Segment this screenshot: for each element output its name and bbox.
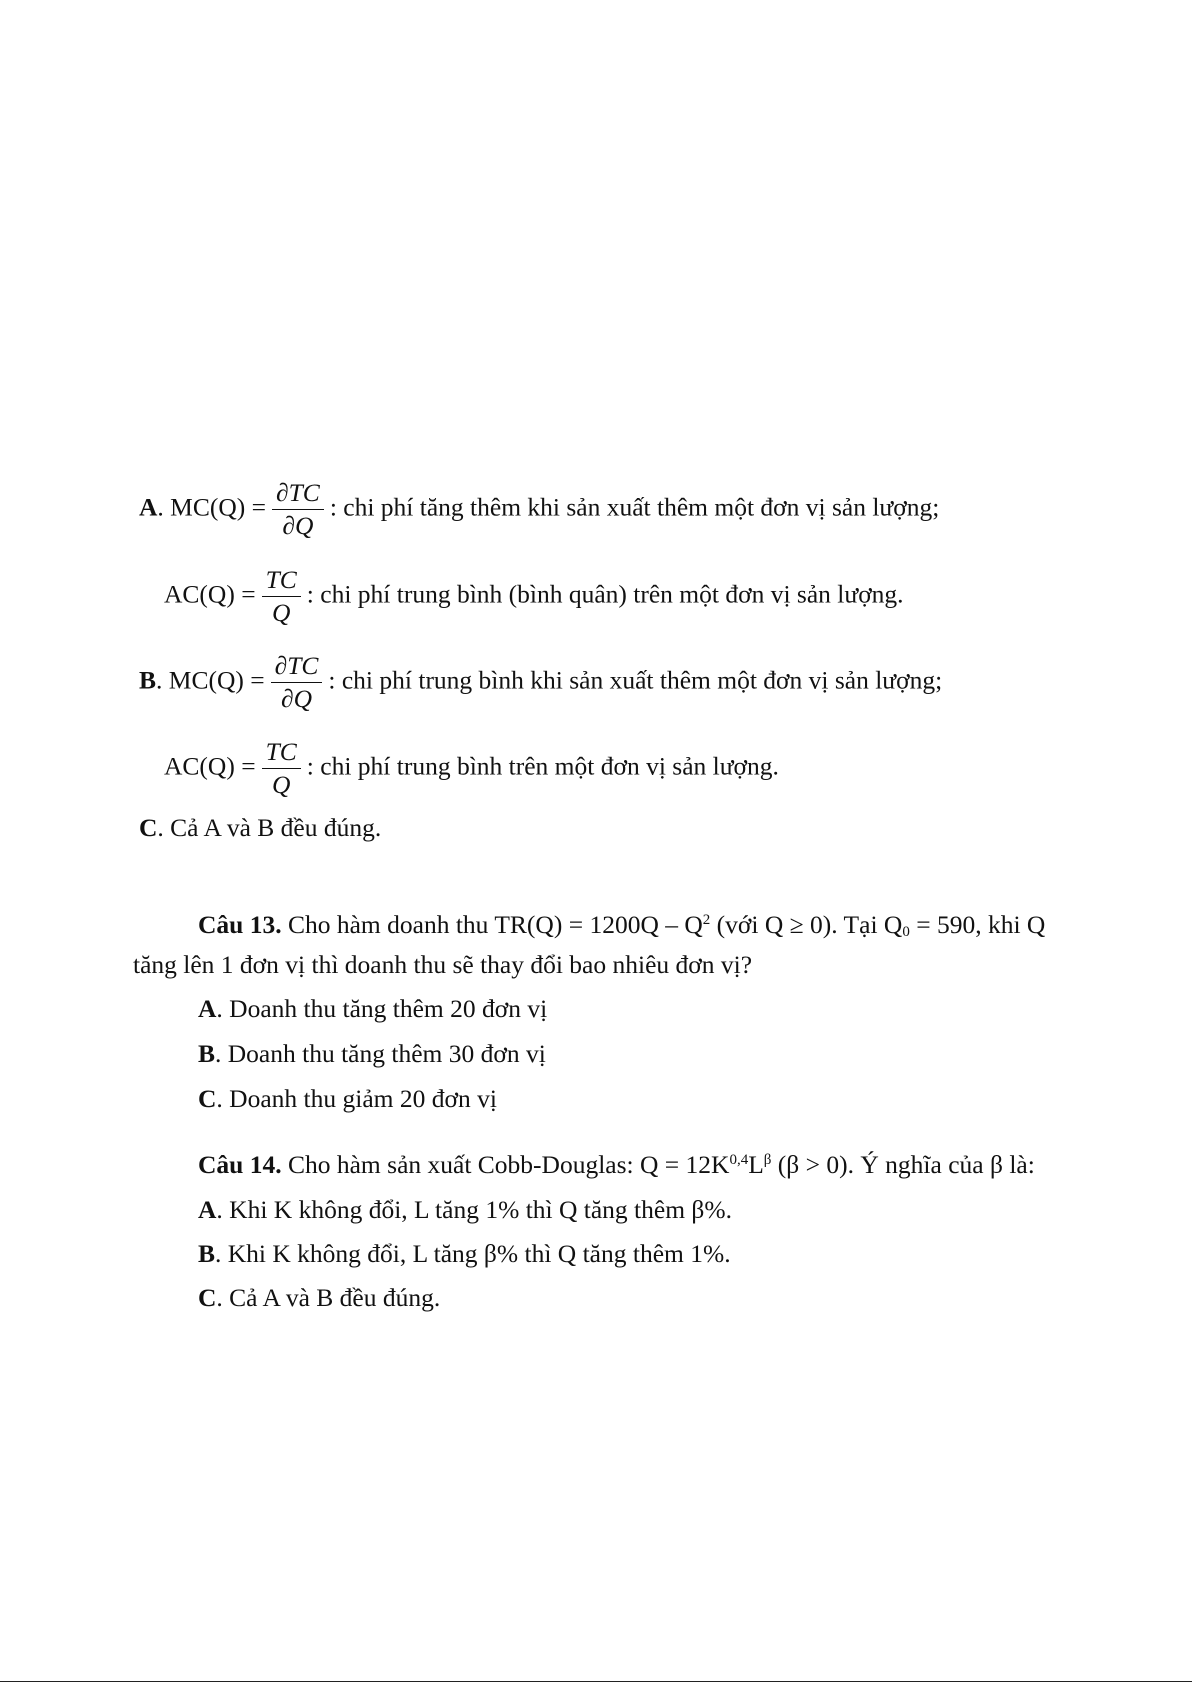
option-label: C <box>139 813 158 842</box>
stem-part: (với Q ≥ 0). Tại Q <box>710 910 903 939</box>
question-13-stem <box>198 910 1045 940</box>
superscript: 0,4 <box>729 1152 749 1168</box>
stem-part: (β > 0). Ý nghĩa của β là: <box>771 1150 1035 1179</box>
option-text: . Cả A và B đều đúng. <box>157 813 382 842</box>
fraction-numerator: TC <box>262 565 301 597</box>
question-14-option-a <box>198 1195 732 1225</box>
ac-formula-prefix: AC(Q) = <box>164 579 256 609</box>
ac-description: : chi phí trung bình trên một đơn vị sản lượng. <box>306 751 779 781</box>
mc-description: : chi phí trung bình khi sản xuất thêm một đơn vị sản lượng; <box>328 665 943 695</box>
subscript: 0 <box>902 924 910 940</box>
fraction-denominator: ∂Q <box>280 684 313 713</box>
prev-option-c <box>139 813 381 843</box>
option-text: . Khi K không đổi, L tăng 1% thì Q tăng thêm β%. <box>216 1195 733 1224</box>
prev-option-b-mc <box>139 651 942 714</box>
stem-part: L <box>748 1150 764 1179</box>
option-label: C <box>198 1283 217 1312</box>
question-13-option-a <box>198 994 547 1024</box>
question-13-option-c <box>198 1084 497 1114</box>
option-label: B <box>198 1239 216 1268</box>
question-number: Câu 14. <box>198 1150 282 1179</box>
option-label: A <box>198 994 217 1023</box>
option-text: . Doanh thu giảm 20 đơn vị <box>216 1084 497 1113</box>
question-14-option-c <box>198 1283 440 1313</box>
option-label: B <box>139 665 157 695</box>
option-text: . Khi K không đổi, L tăng β% thì Q tăng thêm 1%. <box>215 1239 731 1268</box>
mc-formula-prefix: . MC(Q) = <box>157 492 267 522</box>
average-fraction <box>262 737 301 800</box>
derivative-fraction <box>272 478 324 541</box>
prev-option-a-ac <box>164 565 904 628</box>
option-label: A <box>139 492 158 522</box>
fraction-numerator: TC <box>262 737 301 769</box>
fraction-numerator: ∂TC <box>271 651 323 683</box>
prev-option-a-mc <box>139 478 939 541</box>
question-13-stem-line-2: tăng lên 1 đơn vị thì doanh thu sẽ thay đổi bao nhiêu đơn vị? <box>133 950 753 979</box>
stem-part: Cho hàm sản xuất Cobb-Douglas: Q = 12K <box>281 1150 730 1179</box>
question-13-option-b <box>198 1039 546 1069</box>
option-label: B <box>198 1039 216 1068</box>
option-text: . Cả A và B đều đúng. <box>216 1283 441 1312</box>
stem-part: Cho hàm doanh thu TR(Q) = 1200Q – Q <box>281 910 703 939</box>
stem-part: = 590, khi Q <box>909 910 1046 939</box>
option-text: . Doanh thu tăng thêm 20 đơn vị <box>216 994 548 1023</box>
fraction-numerator: ∂TC <box>272 478 324 510</box>
option-label: A <box>198 1195 217 1224</box>
prev-option-b-ac <box>164 737 779 800</box>
question-14-stem <box>198 1150 1035 1180</box>
fraction-denominator: Q <box>271 598 291 627</box>
fraction-denominator: Q <box>271 770 291 799</box>
page-bottom-rule <box>0 1681 1192 1682</box>
ac-description: : chi phí trung bình (bình quân) trên một đơn vị sản lượng. <box>306 579 904 609</box>
mc-formula-prefix: . MC(Q) = <box>156 665 265 695</box>
option-text: . Doanh thu tăng thêm 30 đơn vị <box>215 1039 546 1068</box>
option-label: C <box>198 1084 217 1113</box>
superscript: β <box>763 1152 772 1168</box>
average-fraction <box>262 565 301 628</box>
derivative-fraction <box>271 651 323 714</box>
question-14-option-b <box>198 1239 731 1269</box>
mc-description: : chi phí tăng thêm khi sản xuất thêm một đơn vị sản lượng; <box>329 492 940 522</box>
superscript: 2 <box>702 912 711 928</box>
ac-formula-prefix: AC(Q) = <box>164 751 256 781</box>
fraction-denominator: ∂Q <box>282 511 314 540</box>
question-number: Câu 13. <box>198 910 282 939</box>
